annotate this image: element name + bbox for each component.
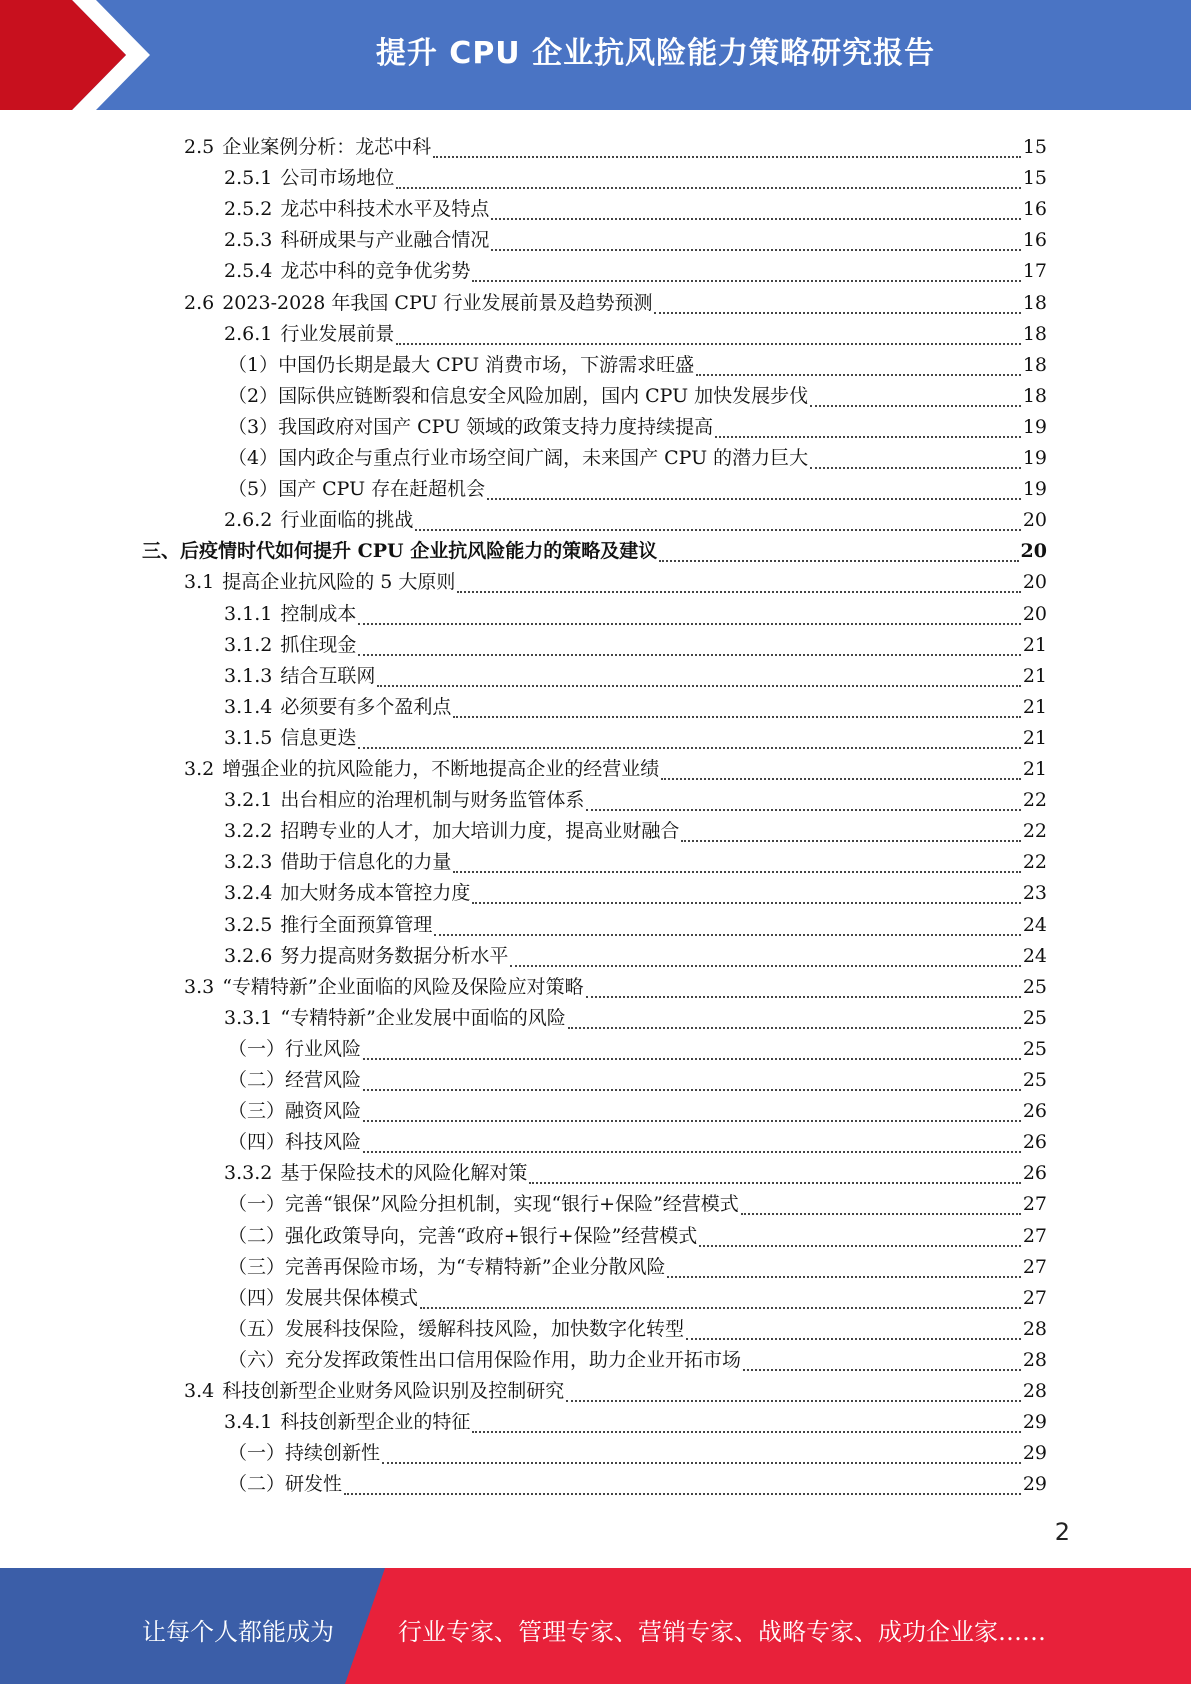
toc-entry[interactable] — [228, 1092, 1047, 1122]
toc-entry-page: 19 — [1022, 478, 1047, 501]
toc-entry[interactable] — [224, 781, 1047, 811]
toc-entry-title: “专精特新”企业发展中面临的风险 — [280, 1006, 566, 1029]
toc-entry-page: 27 — [1022, 1193, 1047, 1216]
toc-entry-page: 21 — [1022, 758, 1047, 780]
toc-leader-dots — [810, 389, 1021, 407]
toc-entry-page: 25 — [1022, 1069, 1047, 1091]
toc-entry[interactable] — [184, 284, 1047, 314]
toc-entry[interactable] — [228, 439, 1047, 469]
toc-entry-number: 2.6.2 — [224, 509, 273, 532]
toc-leader-dots — [363, 1104, 1021, 1122]
toc-entry-page: 26 — [1022, 1100, 1047, 1123]
toc-entry-number: 3.3 — [184, 975, 215, 998]
toc-entry-number: 3.2.6 — [224, 944, 273, 967]
toc-entry-page: 28 — [1022, 1317, 1047, 1340]
toc-leader-dots — [659, 544, 1018, 562]
toc-leader-dots — [377, 669, 1020, 687]
footer-slogan-left: 让每个人都能成为 — [142, 1618, 334, 1646]
toc-entry-number: （三） — [228, 1100, 286, 1123]
page-number: 2 — [1054, 1518, 1070, 1546]
toc-leader-dots — [686, 1322, 1021, 1340]
toc-entry-page: 26 — [1022, 1162, 1047, 1185]
toc-entry[interactable] — [224, 937, 1047, 967]
toc-entry-title: 龙芯中科技术水平及特点 — [280, 198, 490, 221]
toc-entry[interactable] — [184, 968, 1047, 998]
toc-leader-dots — [586, 980, 1021, 998]
toc-leader-dots — [415, 513, 1020, 531]
toc-entry-title: 努力提高财务数据分析水平 — [280, 944, 509, 967]
toc-entry[interactable] — [224, 657, 1047, 687]
toc-entry[interactable] — [224, 843, 1047, 873]
toc-entry[interactable] — [224, 999, 1047, 1029]
toc-entry-title: 出台相应的治理机制与财务监管体系 — [280, 789, 585, 812]
toc-entry[interactable] — [184, 1372, 1047, 1402]
toc-entry-number: （2） — [228, 384, 279, 407]
toc-entry-title: 龙芯中科的竞争优劣势 — [280, 260, 471, 283]
toc-entry-number: 2.5.1 — [224, 167, 273, 190]
toc-leader-dots — [358, 607, 1020, 625]
toc-entry-number: （二） — [228, 1069, 286, 1091]
toc-entry-number: 3.2 — [184, 758, 215, 780]
toc-leader-dots — [396, 327, 1020, 345]
toc-entry-title: 融资风险 — [285, 1100, 362, 1123]
toc-entry-page: 28 — [1022, 1348, 1047, 1371]
toc-entry-page: 25 — [1022, 1037, 1047, 1060]
toc-entry-number: （四） — [228, 1286, 286, 1309]
toc-leader-dots — [681, 824, 1020, 842]
toc-leader-dots — [510, 949, 1020, 967]
toc-entry-number: （二） — [228, 1224, 286, 1247]
toc-entry-number: （五） — [228, 1317, 286, 1340]
toc-entry-title: 强化政策导向，完善“政府+银行+保险”经营模式 — [285, 1224, 698, 1247]
toc-entry-page: 20 — [1022, 602, 1047, 625]
toc-entry-title: 国内政企与重点行业市场空间广阔，未来国产 CPU 的潜力巨大 — [278, 447, 809, 469]
toc-entry-number: 3.2.1 — [224, 789, 273, 812]
toc-entry-title: 招聘专业的人才，加大培训力度，提高业财融合 — [280, 820, 680, 843]
toc-leader-dots — [715, 420, 1021, 438]
toc-leader-dots — [472, 1415, 1020, 1433]
toc-entry-page: 19 — [1022, 415, 1047, 438]
toc-entry-number: 3.1.4 — [224, 695, 273, 718]
toc-entry[interactable] — [228, 1310, 1047, 1340]
toc-leader-dots — [457, 575, 1020, 593]
toc-entry-title: 控制成本 — [280, 602, 357, 625]
toc-leader-dots — [654, 296, 1020, 314]
toc-entry-page: 27 — [1022, 1286, 1047, 1309]
toc-entry[interactable] — [228, 1061, 1047, 1091]
toc-entry-title: 科研成果与产业融合情况 — [280, 229, 490, 252]
toc-entry-number: 3.4.1 — [224, 1411, 273, 1434]
toc-entry[interactable] — [224, 252, 1047, 282]
toc-entry-page: 20 — [1020, 540, 1047, 563]
toc-entry[interactable] — [224, 812, 1047, 842]
toc-entry[interactable] — [228, 470, 1047, 500]
toc-entry-number: 3.3.2 — [224, 1162, 273, 1185]
toc-leader-dots — [586, 793, 1020, 811]
toc-entry[interactable] — [228, 1341, 1047, 1371]
toc-leader-dots — [696, 358, 1021, 376]
toc-entry-page: 25 — [1022, 1006, 1047, 1029]
toc-leader-dots — [363, 1073, 1021, 1091]
toc-entry[interactable] — [228, 1279, 1047, 1309]
page-header — [0, 0, 1191, 110]
toc-entry-page: 22 — [1022, 851, 1047, 874]
toc-entry[interactable] — [224, 595, 1047, 625]
toc-entry-number: （三） — [228, 1255, 286, 1278]
toc-leader-dots — [566, 1384, 1021, 1402]
toc-entry-page: 16 — [1022, 198, 1047, 221]
toc-entry-page: 26 — [1022, 1131, 1047, 1154]
toc-entry-page: 16 — [1022, 229, 1047, 252]
toc-entry-title: 加大财务成本管控力度 — [280, 882, 471, 905]
toc-entry-page: 23 — [1022, 882, 1047, 905]
toc-entry[interactable] — [224, 1403, 1047, 1433]
toc-entry[interactable] — [224, 1154, 1047, 1184]
toc-entry-title: 行业发展前景 — [280, 322, 395, 345]
toc-entry-number: （一） — [228, 1193, 286, 1216]
toc-entry-number: 2.5.2 — [224, 198, 273, 221]
toc-entry[interactable] — [224, 159, 1047, 189]
toc-entry-title: 企业案例分析：龙芯中科 — [222, 136, 432, 158]
toc-entry-title: 增强企业的抗风险能力，不断地提高企业的经营业绩 — [222, 758, 660, 780]
toc-leader-dots — [358, 731, 1020, 749]
toc-entry[interactable] — [228, 1217, 1047, 1247]
toc-entry[interactable] — [228, 1465, 1047, 1495]
toc-entry-number: 2.6.1 — [224, 322, 273, 345]
toc-entry-number: 3.2.2 — [224, 820, 273, 843]
toc-leader-dots — [529, 1166, 1020, 1184]
toc-entry-number: 2.5 — [184, 136, 215, 158]
toc-entry-page: 21 — [1022, 695, 1047, 718]
toc-entry[interactable] — [224, 315, 1047, 345]
toc-entry-number: 3.2.5 — [224, 913, 273, 936]
toc-entry-title: 发展科技保险，缓解科技风险，加快数字化转型 — [285, 1317, 685, 1340]
toc-entry-number: （四） — [228, 1131, 286, 1154]
toc-entry-number: （一） — [228, 1037, 286, 1060]
toc-entry[interactable] — [184, 128, 1047, 158]
toc-entry-page: 24 — [1022, 944, 1047, 967]
toc-leader-dots — [810, 451, 1021, 469]
toc-entry-title: 国际供应链断裂和信息安全风险加剧，国内 CPU 加快发展步伐 — [278, 384, 809, 407]
toc-leader-dots — [487, 482, 1021, 500]
toc-entry-title: 行业风险 — [285, 1037, 362, 1060]
toc-leader-dots — [472, 886, 1020, 904]
toc-entry[interactable] — [184, 563, 1047, 593]
toc-entry-number: （一） — [228, 1442, 286, 1465]
toc-leader-dots — [661, 762, 1021, 780]
toc-leader-dots — [472, 264, 1020, 282]
toc-entry-number: （5） — [228, 478, 279, 501]
toc-entry-number: （1） — [228, 353, 279, 376]
toc-entry-number: 3.4 — [184, 1380, 215, 1402]
toc-entry-title: 提高企业抗风险的 5 大原则 — [222, 571, 456, 594]
toc-leader-dots — [453, 855, 1020, 873]
toc-entry[interactable] — [224, 501, 1047, 531]
toc-entry-title: 2023-2028 年我国 CPU 行业发展前景及趋势预测 — [222, 291, 653, 314]
toc-leader-dots — [453, 700, 1020, 718]
toc-entry-page: 22 — [1022, 789, 1047, 812]
toc-entry-number: 3.1.3 — [224, 664, 273, 687]
toc-entry-title: 结合互联网 — [280, 664, 376, 687]
toc-entry[interactable] — [228, 1123, 1047, 1153]
toc-entry-number: 3.2.4 — [224, 882, 273, 905]
toc-entry-page: 21 — [1022, 726, 1047, 749]
toc-entry-page: 21 — [1022, 633, 1047, 656]
toc-entry[interactable] — [228, 1185, 1047, 1215]
toc-entry-title: 中国仍长期是最大 CPU 消费市场，下游需求旺盛 — [278, 353, 695, 376]
toc-entry-number: 2.5.4 — [224, 260, 273, 283]
toc-entry-page: 28 — [1022, 1380, 1047, 1402]
toc-entry-title: “专精特新”企业面临的风险及保险应对策略 — [222, 975, 584, 998]
document-title: 提升 CPU 企业抗风险能力策略研究报告 — [375, 36, 936, 71]
toc-entry[interactable] — [228, 1248, 1047, 1278]
toc-entry-title: 推行全面预算管理 — [280, 913, 433, 936]
toc-entry-number: 2.5.3 — [224, 229, 273, 252]
toc-entry-number: （六） — [228, 1348, 286, 1371]
toc-entry-title: 科技风险 — [285, 1131, 362, 1154]
toc-leader-dots — [396, 171, 1020, 189]
toc-entry-title: 必须要有多个盈利点 — [280, 695, 452, 718]
toc-leader-dots — [382, 1446, 1021, 1464]
toc-entry[interactable] — [224, 906, 1047, 936]
page-footer — [0, 1568, 1191, 1684]
toc-leader-dots — [363, 1042, 1021, 1060]
toc-entry[interactable] — [228, 408, 1047, 438]
toc-entry-page: 18 — [1022, 322, 1047, 345]
toc-entry-page: 20 — [1022, 571, 1047, 594]
toc-entry-page: 27 — [1022, 1255, 1047, 1278]
toc-entry-number: （二） — [228, 1473, 286, 1496]
toc-entry-number: 3.1.2 — [224, 633, 273, 656]
toc-leader-dots — [433, 140, 1021, 158]
toc-entry[interactable] — [228, 1030, 1047, 1060]
toc-entry-page: 22 — [1022, 820, 1047, 843]
toc-entry[interactable] — [224, 626, 1047, 656]
toc-entry-page: 27 — [1022, 1224, 1047, 1247]
toc-entry-title: 发展共保体模式 — [285, 1286, 419, 1309]
toc-entry-page: 25 — [1022, 975, 1047, 998]
toc-entry[interactable] — [224, 688, 1047, 718]
toc-entry-page: 18 — [1022, 384, 1047, 407]
toc-leader-dots — [363, 1135, 1021, 1153]
toc-entry-page: 20 — [1022, 509, 1047, 532]
toc-entry[interactable] — [224, 190, 1047, 220]
toc-entry-page: 17 — [1022, 260, 1047, 283]
toc-leader-dots — [491, 233, 1020, 251]
toc-entry-page: 18 — [1022, 291, 1047, 314]
toc-leader-dots — [743, 1353, 1021, 1371]
toc-entry-number: 3.1.1 — [224, 602, 273, 625]
toc-entry-page: 24 — [1022, 913, 1047, 936]
toc-entry-title: 我国政府对国产 CPU 领域的政策支持力度持续提高 — [278, 415, 714, 438]
toc-leader-dots — [699, 1229, 1021, 1247]
toc-entry[interactable] — [184, 750, 1047, 780]
toc-entry-title: 经营风险 — [285, 1069, 362, 1091]
toc-leader-dots — [568, 1011, 1021, 1029]
toc-entry[interactable] — [228, 377, 1047, 407]
toc-entry[interactable] — [228, 1434, 1047, 1464]
toc-entry-page: 21 — [1022, 664, 1047, 687]
toc-leader-dots — [344, 1477, 1021, 1495]
toc-entry-title: 行业面临的挑战 — [280, 509, 414, 532]
toc-entry-page: 15 — [1022, 136, 1047, 158]
toc-entry-title: 信息更迭 — [280, 726, 357, 749]
toc-entry-number: 3.3.1 — [224, 1006, 273, 1029]
toc-entry-number: 3.2.3 — [224, 851, 273, 874]
toc-entry-title: 公司市场地位 — [280, 167, 395, 190]
toc-entry[interactable] — [224, 874, 1047, 904]
toc-entry-number: 2.6 — [184, 291, 215, 314]
toc-entry[interactable] — [224, 719, 1047, 749]
toc-leader-dots — [420, 1291, 1021, 1309]
toc-entry-page: 19 — [1022, 447, 1047, 469]
toc-entry-page: 18 — [1022, 353, 1047, 376]
toc-entry-number: （3） — [228, 415, 279, 438]
toc-entry-number: 3.1.5 — [224, 726, 273, 749]
toc-entry-number: 三、 — [142, 540, 181, 563]
toc-leader-dots — [667, 1260, 1020, 1278]
toc-entry-title: 借助于信息化的力量 — [280, 851, 452, 874]
toc-entry-title: 后疫情时代如何提升 CPU 企业抗风险能力的策略及建议 — [180, 540, 658, 563]
toc-entry-title: 完善“银保”风险分担机制，实现“银行+保险”经营模式 — [285, 1193, 739, 1216]
toc-entry-title: 抓住现金 — [280, 633, 357, 656]
toc-entry-number: 3.1 — [184, 571, 215, 594]
toc-entry-page: 29 — [1022, 1411, 1047, 1434]
toc-entry[interactable] — [142, 532, 1047, 562]
toc-entry-title: 基于保险技术的风险化解对策 — [280, 1162, 528, 1185]
toc-entry-page: 29 — [1022, 1442, 1047, 1465]
toc-leader-dots — [741, 1197, 1021, 1215]
toc-entry-title: 科技创新型企业的特征 — [280, 1411, 471, 1434]
toc-entry-title: 充分发挥政策性出口信用保险作用，助力企业开拓市场 — [285, 1348, 742, 1371]
toc-entry-number: （4） — [228, 447, 279, 469]
toc-entry-page: 15 — [1022, 167, 1047, 190]
toc-entry-title: 国产 CPU 存在赶超机会 — [278, 478, 486, 501]
footer-slogan-right: 行业专家、管理专家、营销专家、战略专家、成功企业家…… — [398, 1618, 1046, 1646]
toc-entry-title: 持续创新性 — [285, 1442, 381, 1465]
toc-leader-dots — [358, 638, 1020, 656]
toc-entry-title: 完善再保险市场，为“专精特新”企业分散风险 — [285, 1255, 666, 1278]
toc-entry[interactable] — [228, 346, 1047, 376]
toc-entry-title: 科技创新型企业财务风险识别及控制研究 — [222, 1380, 565, 1402]
toc-entry[interactable] — [224, 221, 1047, 251]
toc-leader-dots — [434, 918, 1020, 936]
toc-entry-page: 29 — [1022, 1473, 1047, 1496]
toc-entry-title: 研发性 — [285, 1473, 343, 1496]
toc-leader-dots — [491, 202, 1020, 220]
